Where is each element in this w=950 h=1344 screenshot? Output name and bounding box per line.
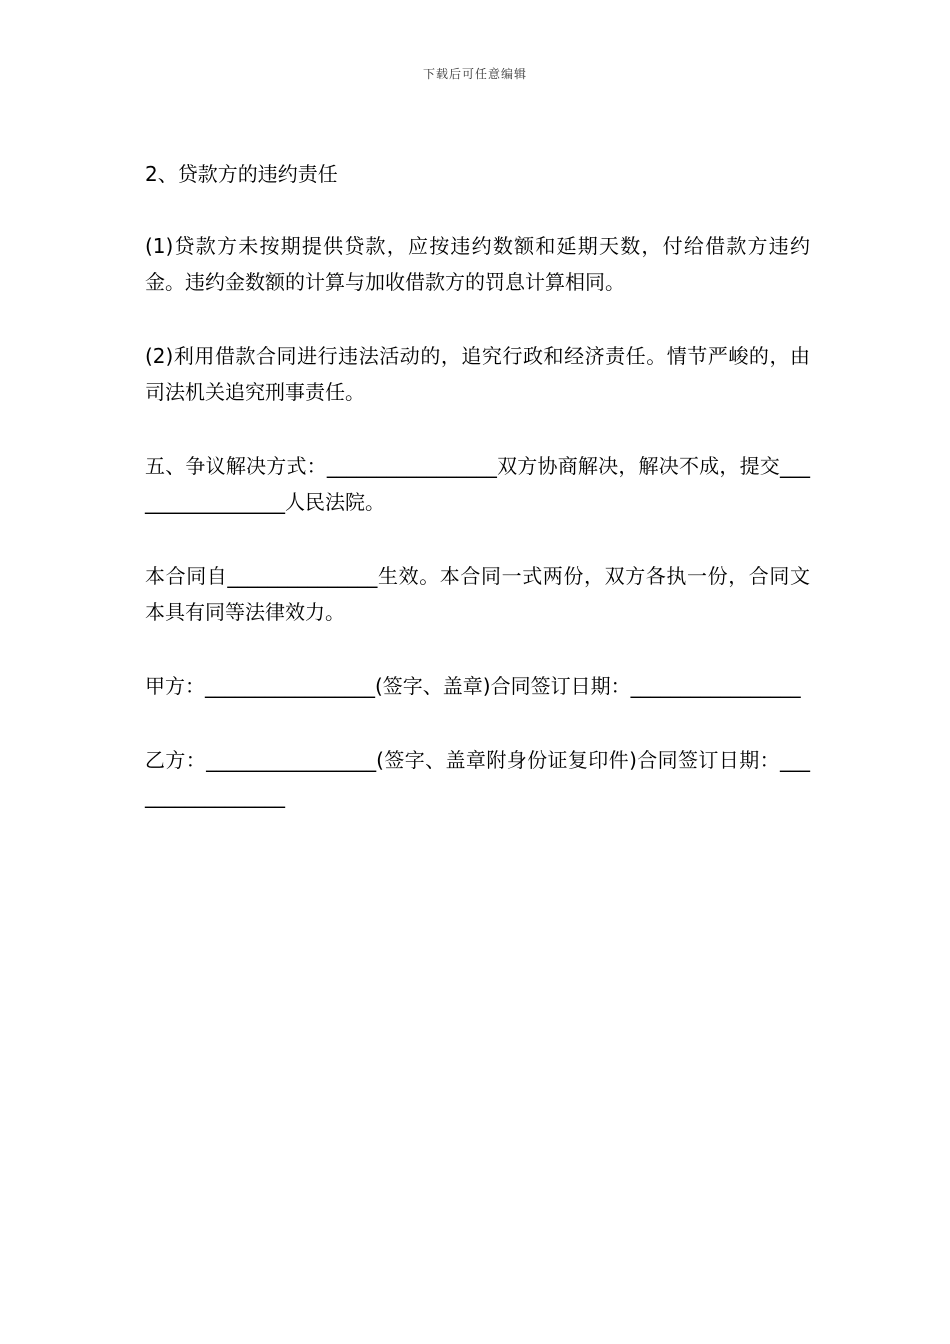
clause-effective-date: 本合同自_______________生效。本合同一式两份，双方各执一份，合同文本具有同等法律效力。 — [145, 564, 810, 624]
clause-dispute-resolution: 五、争议解决方式：_________________双方协商解决，解决不成，提交_________________人民法院。 — [145, 454, 810, 514]
signature-party-b: 乙方：_________________(签字、盖章附身份证复印件)合同签订日期：_________________ — [145, 748, 810, 808]
page-header: 下载后可任意编辑 — [422, 67, 527, 81]
clause-illegal-activity: (2)利用借款合同进行违法活动的，追究行政和经济责任。情节严峻的，由司法机关追究刑事责任。 — [145, 344, 810, 404]
document-body — [145, 156, 810, 852]
section-heading-lender-liability: 2、贷款方的违约责任 — [145, 162, 338, 186]
clause-lender-late-loan: (1)贷款方未按期提供贷款，应按违约数额和延期天数，付给借款方违约金。违约金数额的计算与加收借款方的罚息计算相同。 — [145, 234, 810, 294]
signature-party-a: 甲方：_________________(签字、盖章)合同签订日期：_________________ — [145, 674, 801, 698]
